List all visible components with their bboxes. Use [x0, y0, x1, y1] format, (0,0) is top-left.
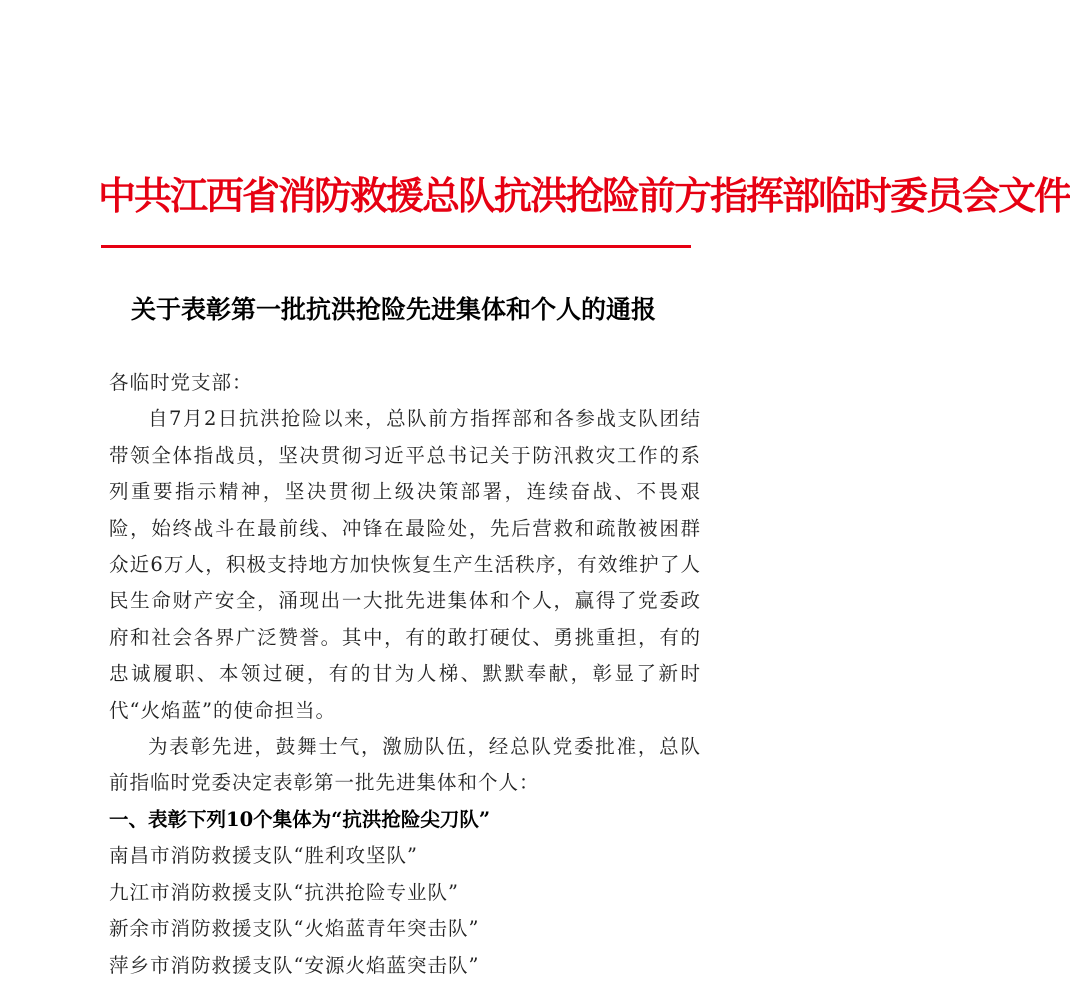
honored-unit-item: 新余市消防救援支队“火焰蓝青年突击队”	[109, 917, 480, 941]
body-paragraph-2: 为表彰先进，鼓舞士气，激励队伍，经总队党委批准，总队前指临时党委决定表彰第一批先进集体和个人：	[109, 735, 701, 795]
honored-unit-item: 九江市消防救援支队“抗洪抢险专业队”	[109, 880, 459, 904]
red-separator-line	[101, 245, 691, 248]
section-heading: 一、表彰下列10个集体为“抗洪抢险尖刀队”	[109, 807, 491, 831]
document-body	[109, 365, 701, 984]
salutation: 各临时党支部：	[109, 371, 253, 394]
honored-unit-item: 萍乡市消防救援支队“安源火焰蓝突击队”	[109, 953, 480, 977]
body-paragraph-1: 自7月2日抗洪抢险以来，总队前方指挥部和各参战支队团结带领全体指战员，坚决贯彻习近平总书记关于防汛救灾工作的系列重要指示精神，坚决贯彻上级决策部署，连续奋战、不畏艰险，始终战斗在最前线、冲锋在最险处，先后营救和疏散被困群众近6万人，积极支持地方加快恢复生产生活秩序，有效维护了人民生命财产安全，涌现出一大批先进集体和个人，赢得了党委政府和社会各界广泛赞誉。其中，有的敢打硬仗、勇挑重担，有的忠诚履职、本领过硬，有的甘为人梯、默默奉献，彰显了新时代“火焰蓝”的使命担当。	[109, 407, 701, 722]
document-title: 关于表彰第一批抗洪抢险先进集体和个人的通报	[130, 295, 656, 324]
issuing-authority-header: 中共江西省消防救援总队抗洪抢险前方指挥部临时委员会文件	[98, 173, 1070, 218]
honored-unit-item: 南昌市消防救援支队“胜利攻坚队”	[109, 844, 418, 868]
